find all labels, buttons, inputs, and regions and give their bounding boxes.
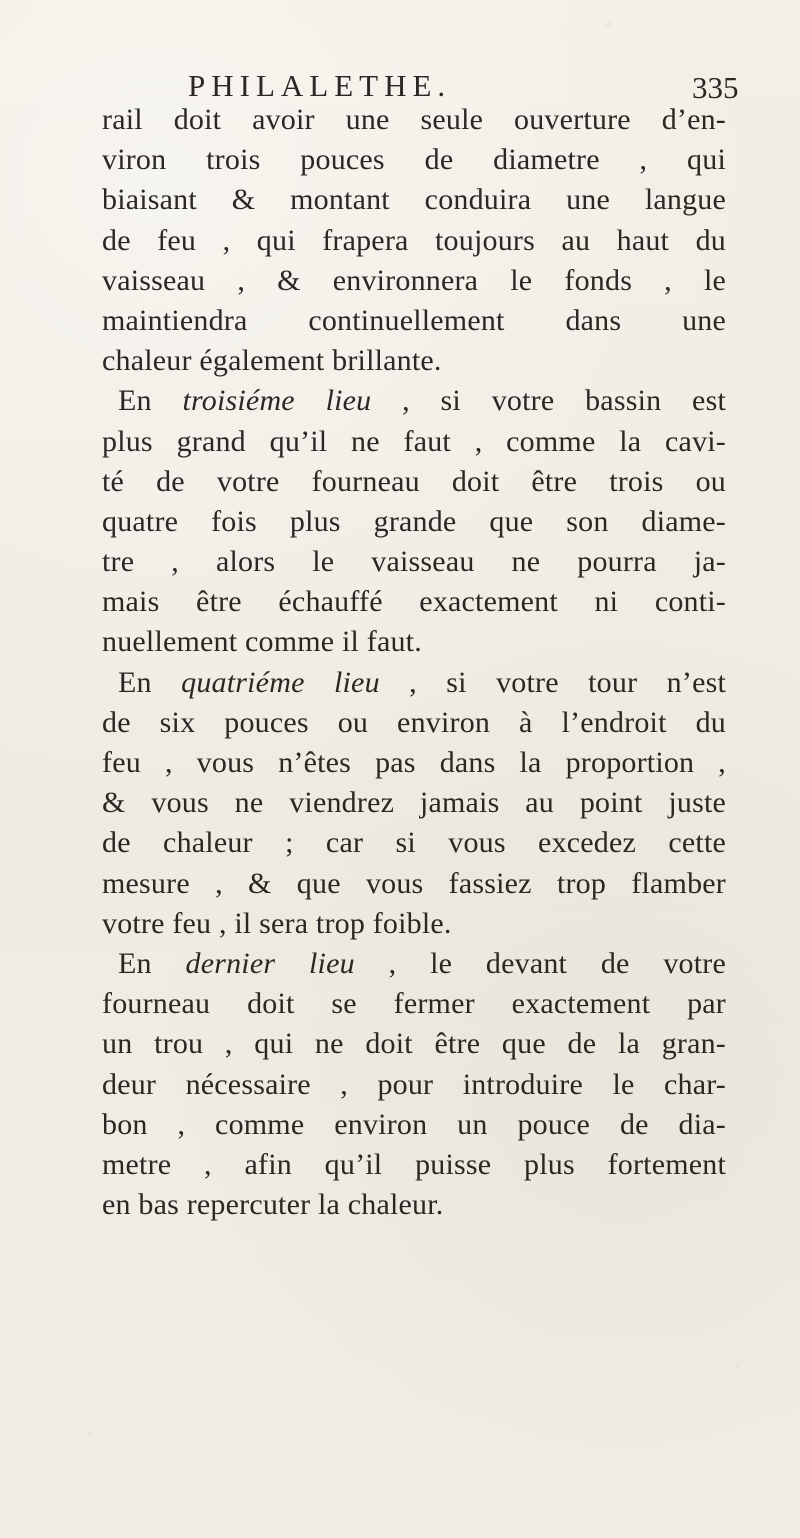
page-number: 335 [692,70,739,105]
text-line [102,462,726,502]
line-text: tre , alors le vaisseau ne pourra ja- [102,545,726,579]
text-line [102,221,726,261]
line-text: bon , comme environ un pouce de dia- [102,1107,726,1141]
text-line [102,1145,726,1185]
paper-speck [88,1432,92,1436]
line-text: nuellement comme il faut. [102,625,422,659]
line-text: metre , afin qu’il puisse plus fortement [102,1147,726,1181]
line-prefix: En [118,384,183,418]
text-line [102,100,726,140]
line-text: quatre fois plus grande que son diame- [102,504,726,538]
line-prefix: En [118,946,186,980]
line-text: chaleur également brillante. [102,344,442,378]
text-line [102,1105,726,1145]
line-text: té de votre fourneau doit être trois ou [102,464,726,498]
line-text: deur nécessaire , pour introduire le char- [102,1067,726,1101]
line-suffix: , le devant de votre [354,946,726,980]
text-line [102,140,726,180]
text-line [102,1185,726,1225]
paragraph-start-line [102,663,726,703]
text-line [102,301,726,341]
italic-phrase: quatriéme lieu [181,665,380,699]
line-suffix: , si votre bassin est [371,384,726,418]
body-text [102,100,726,1225]
text-line [102,622,726,662]
text-line [102,904,726,944]
line-text: viron trois pouces de diametre , qui [102,143,726,177]
line-text: biaisant & montant conduira une langue [102,183,726,217]
line-text: plus grand qu’il ne faut , comme la cavi- [102,424,726,458]
line-text: votre feu , il sera trop foible. [102,906,452,940]
paragraph-start-line [102,381,726,421]
text-line [102,582,726,622]
line-text: & vous ne viendrez jamais au point juste [102,786,726,820]
text-line [102,180,726,220]
text-line [102,1065,726,1105]
line-text: en bas repercuter la chaleur. [102,1188,444,1222]
italic-phrase: troisiéme lieu [182,384,372,418]
line-text: mais être échauffé exactement ni conti- [102,585,726,619]
line-text: un trou , qui ne doit être que de la gran- [102,1027,726,1061]
text-line [102,864,726,904]
line-text: de feu , qui frapera toujours au haut du [102,223,726,257]
line-text: rail doit avoir une seule ouverture d’en- [102,103,726,136]
line-text: de six pouces ou environ à l’endroit du [102,705,726,739]
line-text: mesure , & que vous fassiez trop flamber [102,866,726,900]
text-line [102,261,726,301]
text-line [102,743,726,783]
text-line [102,823,726,863]
text-line [102,984,726,1024]
text-line [102,341,726,381]
paper-speck [736,1364,739,1367]
line-text: feu , vous n’êtes pas dans la proportion , [102,746,726,779]
line-text: maintiendra continuellement dans une [102,303,726,337]
text-line [102,422,726,462]
line-text: vaisseau , & environnera le fonds , le [102,263,726,297]
line-suffix: , si votre tour n’est [379,665,726,699]
text-line [102,542,726,582]
paper-speck [606,22,611,27]
running-title: PHILALETHE. [188,68,452,103]
line-text: fourneau doit se fermer exactement par [102,987,726,1021]
text-line [102,502,726,542]
line-text: de chaleur ; car si vous excedez cette [102,826,726,860]
text-line [102,783,726,823]
text-line [102,1024,726,1064]
paragraph-start-line [102,944,726,984]
line-prefix: En [118,665,182,699]
text-line [102,703,726,743]
italic-phrase: dernier lieu [185,946,355,980]
